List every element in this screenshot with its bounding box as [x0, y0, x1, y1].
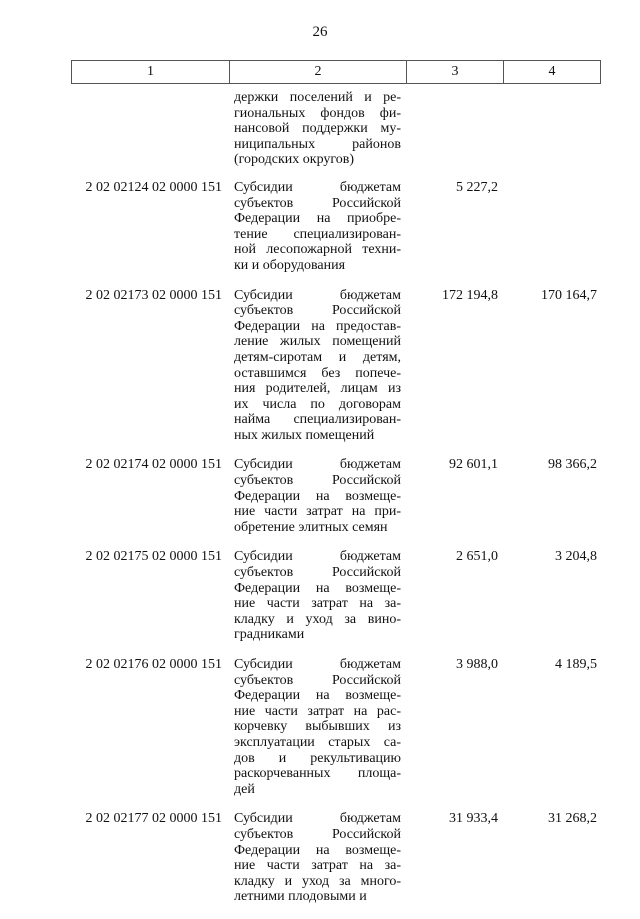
description-line: Субсидии бюджетам — [234, 179, 401, 195]
budget-code-cell: 2 02 02175 02 0000 151 — [85, 549, 222, 565]
description-line: Субсидии бюджетам — [234, 657, 401, 672]
table-row — [71, 549, 600, 643]
column-header-1: 1 — [72, 61, 230, 84]
description-line: Федерации на возмеще- — [234, 580, 401, 596]
description-line: ниципальных районов — [234, 136, 401, 152]
description-line: тение специализирован- — [234, 226, 401, 242]
amount-col-4: 4 189,5 — [555, 657, 597, 672]
description-line: кладку и уход за много- — [234, 873, 401, 889]
description-line: детям-сиротам и детям, — [234, 349, 401, 365]
amount-col-3: 31 933,4 — [449, 811, 498, 827]
table-row — [71, 657, 600, 797]
description-line: Федерации на возмеще- — [234, 488, 401, 504]
amount-col-3: 3 988,0 — [456, 657, 498, 672]
description-line: ление жилых помещений — [234, 334, 401, 350]
description-line: обретение элитных семян — [234, 519, 388, 535]
budget-code-cell: 2 02 02173 02 0000 151 — [85, 287, 222, 303]
description-line: летними плодовыми и — [234, 889, 367, 905]
description-line: Субсидии бюджетам — [234, 457, 401, 473]
description-line: Субсидии бюджетам — [234, 549, 401, 565]
continuation-row — [71, 90, 600, 168]
amount-col-4: 98 366,2 — [548, 457, 597, 473]
table-row — [71, 180, 600, 274]
description-line: нансовой поддержки му- — [234, 121, 401, 137]
description-line: гиональных фондов фи- — [234, 105, 401, 121]
column-header-3: 3 — [407, 61, 504, 84]
column-header-2: 2 — [230, 61, 407, 84]
description-line: Федерации на предостав- — [234, 318, 401, 334]
description-line: субъектов Российской — [234, 473, 401, 489]
amount-col-3: 92 601,1 — [449, 457, 498, 473]
description-line: ние части затрат на рас- — [234, 703, 401, 719]
description-line: ние части затрат на при- — [234, 504, 401, 520]
description-line: кладку и уход за вино- — [234, 611, 401, 627]
description-cell — [229, 457, 401, 535]
amount-col-3: 2 651,0 — [456, 549, 498, 565]
description-line: их числа по договорам — [234, 396, 401, 412]
description-line: ния родителей, лицам из — [234, 381, 401, 397]
description-line: ние части затрат на за- — [234, 858, 401, 874]
description-line: корчевку выбывших из — [234, 719, 401, 735]
description-line: раскорчеванных площа- — [234, 766, 401, 782]
table-row — [71, 457, 600, 535]
description-line: ние части затрат на за- — [234, 596, 401, 612]
description-line: (городских округов) — [234, 152, 355, 168]
description-line: субъектов Российской — [234, 826, 401, 842]
description-cell — [229, 288, 401, 444]
description-line: Федерации на приобре- — [234, 211, 401, 227]
description-cell — [229, 180, 401, 274]
description-line: субъектов Российской — [234, 565, 401, 581]
description-line: держки поселений и ре- — [234, 90, 401, 105]
column-header-table — [71, 60, 601, 84]
description-line: ки и оборудования — [234, 257, 346, 273]
description-line: Федерации на возмеще- — [234, 688, 401, 704]
table-row — [71, 811, 600, 905]
description-line: ной лесопожарной техни- — [234, 242, 401, 258]
description-line: дов и рекультивацию — [234, 750, 401, 766]
budget-code-cell: 2 02 02177 02 0000 151 — [85, 811, 222, 827]
description-line: найма специализирован- — [234, 412, 401, 428]
page-number: 26 — [312, 24, 328, 40]
description-line: субъектов Российской — [234, 303, 401, 319]
description-cell — [229, 657, 401, 797]
description-line: градниками — [234, 627, 305, 643]
table-body — [71, 90, 600, 919]
description-line: субъектов Российской — [234, 195, 401, 211]
description-line: Субсидии бюджетам — [234, 287, 401, 303]
description-line: оставшимся без попече- — [234, 365, 401, 381]
description-line: эксплуатации старых са- — [234, 734, 401, 750]
description-line: Федерации на возмеще- — [234, 842, 401, 858]
table-row — [71, 288, 600, 444]
budget-code-cell: 2 02 02124 02 0000 151 — [85, 179, 222, 195]
description-line: дей — [234, 781, 255, 797]
amount-col-4: 31 268,2 — [548, 811, 597, 827]
amount-col-3: 172 194,8 — [442, 287, 498, 303]
amount-col-4: 170 164,7 — [541, 287, 597, 303]
budget-code-cell: 2 02 02174 02 0000 151 — [85, 457, 222, 473]
description-line: субъектов Российской — [234, 672, 401, 688]
description-line: Субсидии бюджетам — [234, 811, 401, 827]
description-line: ных жилых помещений — [234, 427, 375, 443]
column-header-4: 4 — [504, 61, 601, 84]
description-cell — [229, 90, 401, 168]
description-cell — [229, 811, 401, 905]
amount-col-4: 3 204,8 — [555, 549, 597, 565]
budget-code-cell: 2 02 02176 02 0000 151 — [85, 657, 222, 672]
description-cell — [229, 549, 401, 643]
amount-col-3: 5 227,2 — [456, 179, 498, 195]
